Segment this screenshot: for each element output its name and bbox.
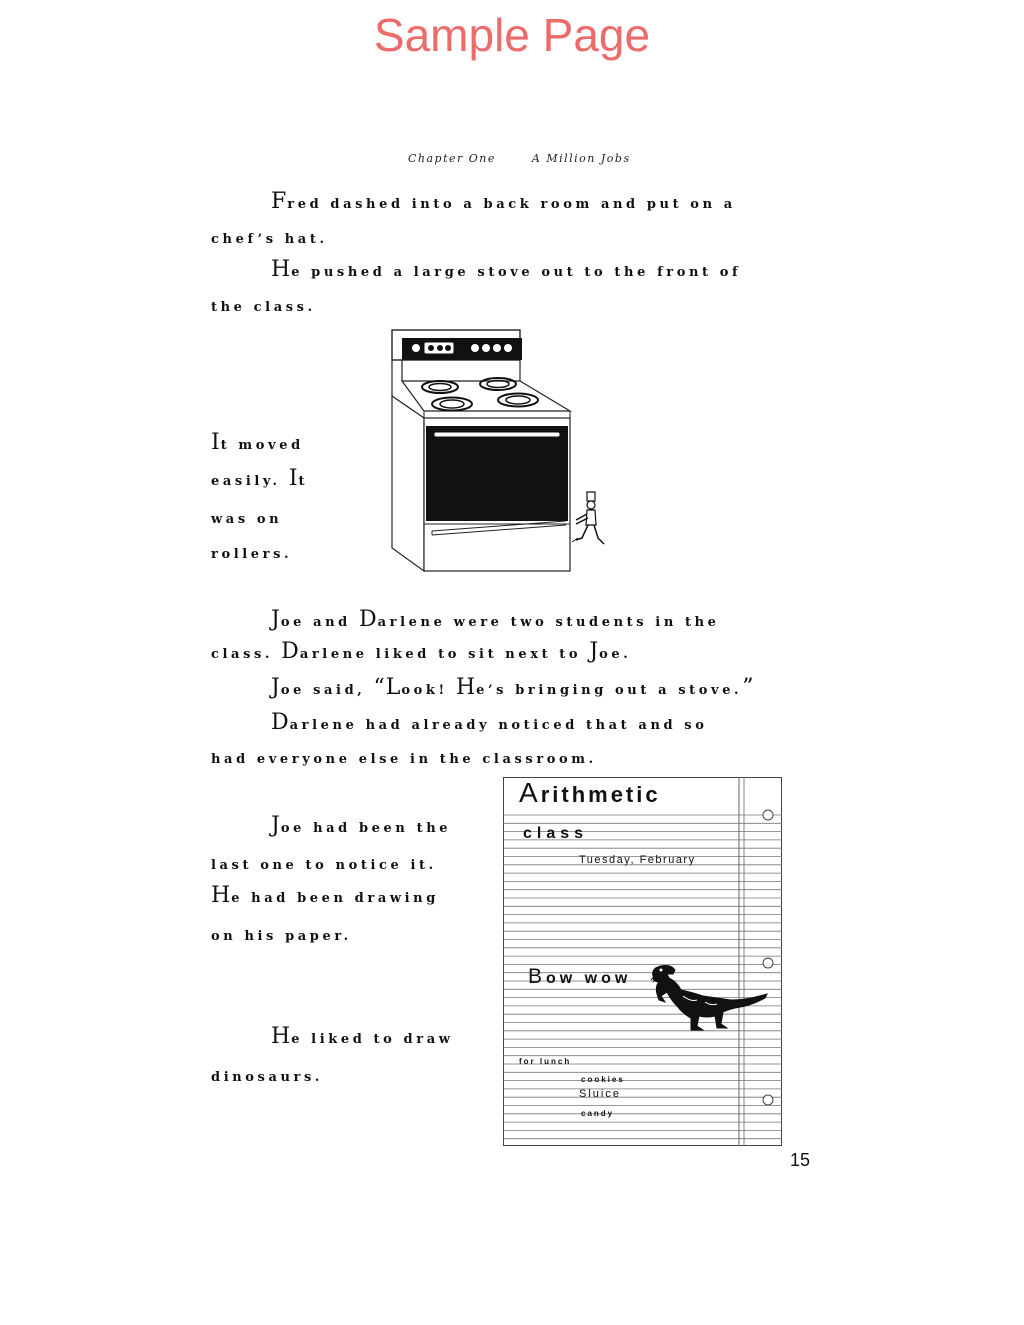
stove-caption-line-1: It moved [211, 430, 304, 455]
paragraph-4-line-1: Joe said, “Look! He’s bringing out a stove.” [271, 675, 755, 700]
chapter-label: Chapter One [408, 152, 496, 165]
notebook-hole-icon [763, 810, 773, 820]
notebook-cookies: cookies [581, 1075, 625, 1084]
paragraph-1-line-2: chef’s hat. [211, 232, 328, 247]
sample-page-watermark: Sample Page [373, 9, 651, 61]
paragraph-1-line-1: Fred dashed into a back room and put on a [271, 189, 736, 214]
running-head [408, 152, 631, 165]
paragraph-3-line-2: class. Darlene liked to sit next to Joe. [211, 639, 632, 664]
stove-caption-line-4: rollers. [211, 547, 293, 562]
paragraph-5-line-1: Darlene had already noticed that and so [271, 710, 708, 735]
stove-caption-line-3: was on [211, 512, 283, 527]
paragraph-5-line-2: had everyone else in the classroom. [211, 752, 597, 767]
notebook-juice: Sluice [579, 1088, 621, 1100]
notebook-for-lunch: for lunch [519, 1057, 572, 1066]
paragraph-6-line-1: Joe had been the [271, 813, 452, 838]
paragraph-7-line-1: He liked to draw [271, 1024, 454, 1049]
notebook-title: Arithmetic [519, 777, 661, 808]
notebook-class-word: class [523, 825, 589, 842]
paragraph-2-line-1: He pushed a large stove out to the front of [271, 257, 742, 282]
paragraph-3-line-1: Joe and Darlene were two students in the [271, 607, 720, 632]
paragraph-6-line-4: on his paper. [211, 929, 352, 944]
notebook-hole-icon [763, 1095, 773, 1105]
chef-figure-illustration [570, 490, 610, 550]
notebook-candy: candy [581, 1109, 615, 1118]
notebook-date: Tuesday, February [579, 854, 696, 866]
notebook-bow-wow: Bow wow [528, 965, 632, 988]
chapter-title: A Million Jobs [531, 152, 631, 165]
paragraph-2-line-2: the class. [211, 300, 316, 315]
stove-caption-line-2: easily. It [211, 466, 309, 491]
paragraph-6-line-3: He had been drawing [211, 883, 439, 908]
dinosaur-drawing [647, 962, 771, 1034]
paragraph-7-line-2: dinosaurs. [211, 1070, 324, 1085]
notebook-paper [503, 777, 782, 1146]
paragraph-6-line-2: last one to notice it. [211, 858, 437, 873]
page-number: 15 [790, 1150, 811, 1170]
